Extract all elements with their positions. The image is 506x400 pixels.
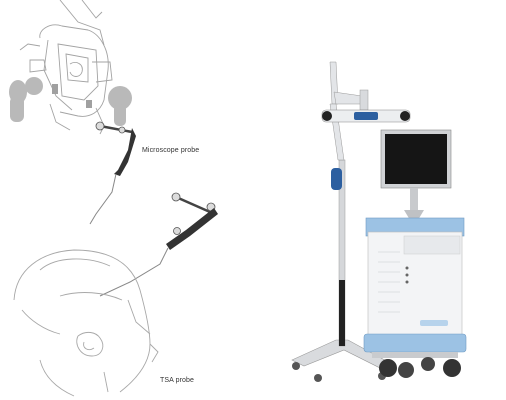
- cart-cabinet: [364, 218, 466, 352]
- tsa-probe-label: TSA probe: [160, 377, 194, 384]
- microscope-drawing: [20, 0, 112, 134]
- cart-wheels: [372, 352, 461, 378]
- head-drawing: [14, 250, 158, 396]
- microscope-probe: [90, 122, 136, 224]
- tracking-camera: [322, 110, 410, 122]
- monitor: [381, 130, 451, 220]
- pole-handle: [331, 168, 342, 190]
- tsa-probe: [100, 193, 218, 296]
- microscope-probe-label: Microscope probe: [142, 147, 200, 154]
- microscope-knobs: [9, 77, 132, 126]
